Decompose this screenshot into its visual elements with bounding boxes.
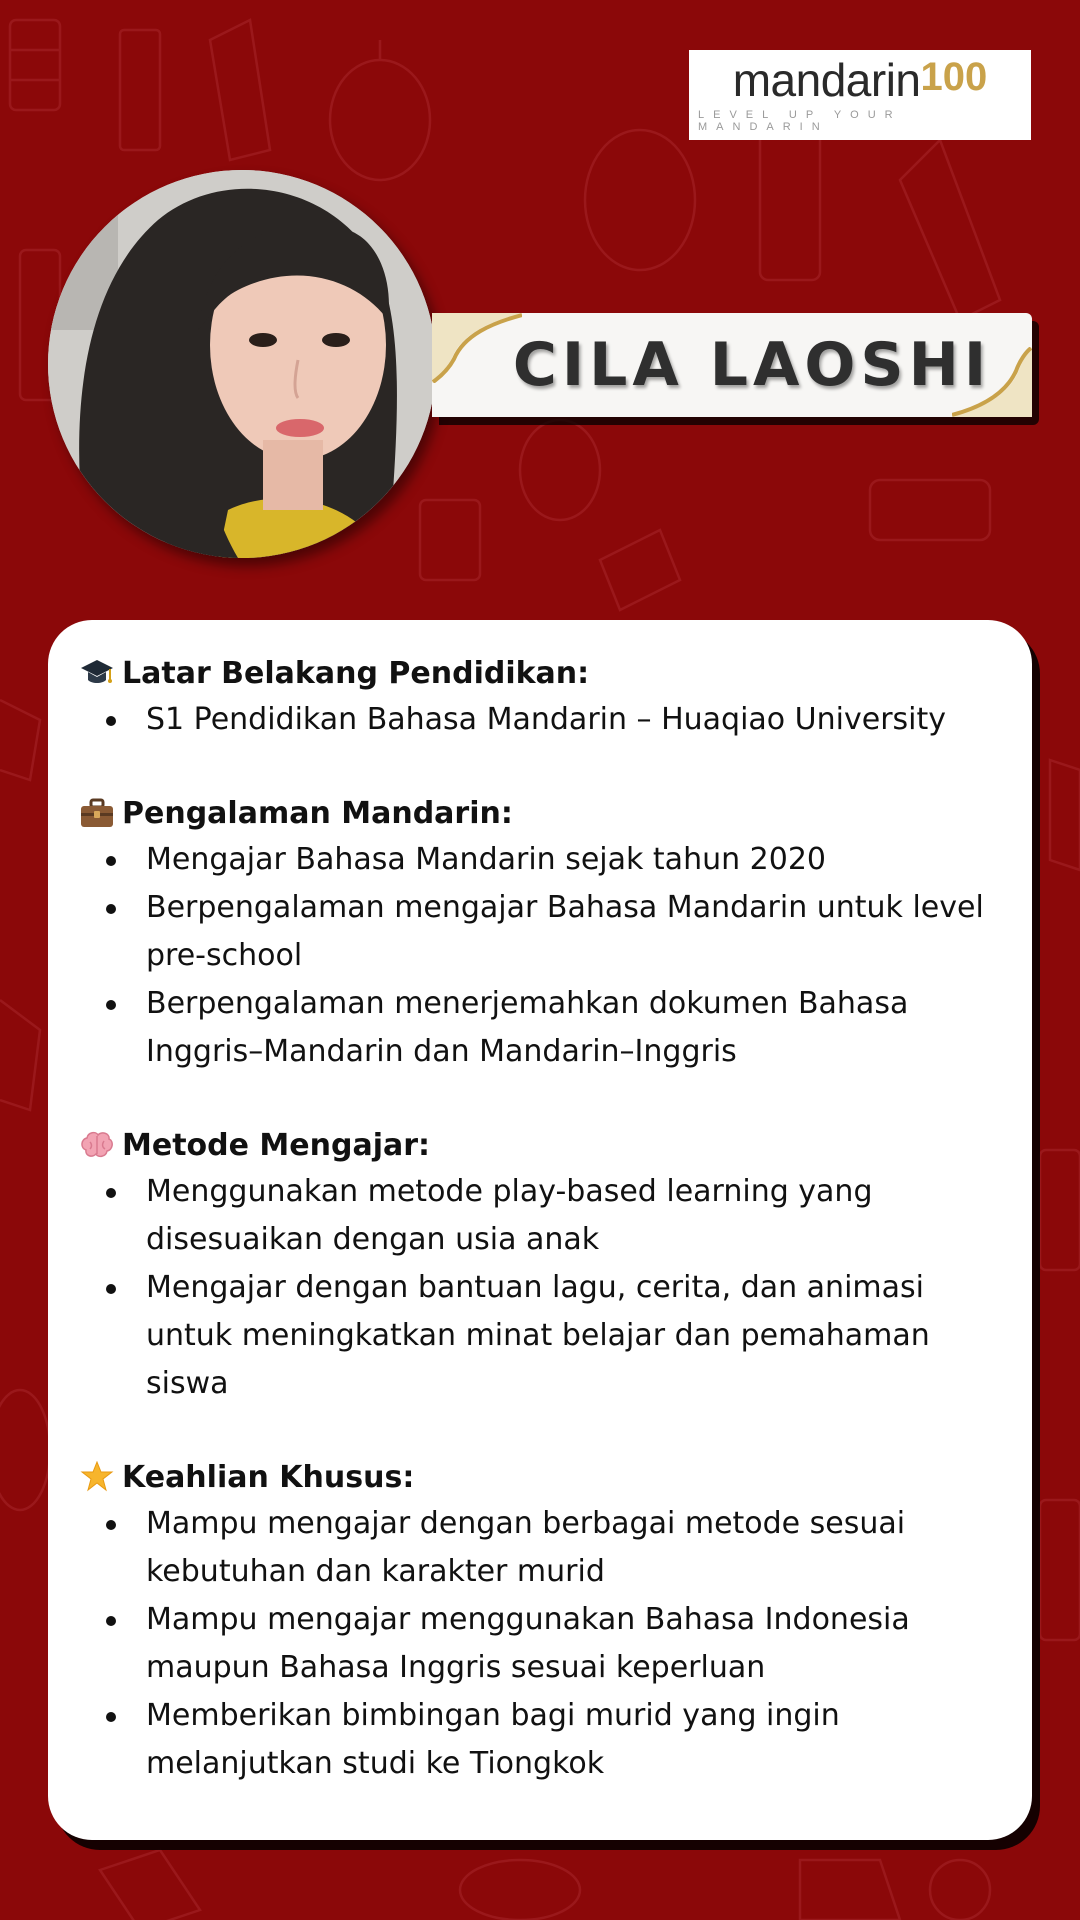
teacher-name: CILA LAOSHI [512, 330, 992, 400]
brand-logo [689, 50, 1031, 140]
list-item: Mampu mengajar menggunakan Bahasa Indonesia maupun Bahasa Inggris sesuai keperluan [102, 1596, 1004, 1692]
experience-list [102, 836, 1004, 1076]
section-heading [80, 1454, 1004, 1500]
star-icon [80, 1460, 114, 1494]
education-list [102, 696, 1004, 744]
ornament-corner-bottom-right [952, 347, 1032, 417]
briefcase-icon [80, 796, 114, 830]
list-item: Memberikan bimbingan bagi murid yang ingin melanjutkan studi ke Tiongkok [102, 1692, 1004, 1788]
section-heading [80, 650, 1004, 696]
brain-icon [80, 1128, 114, 1162]
list-item: S1 Pendidikan Bahasa Mandarin – Huaqiao University [102, 696, 1004, 744]
section-title-experience: Pengalaman Mandarin: [122, 795, 513, 831]
section-title-method: Metode Mengajar: [122, 1127, 431, 1163]
skills-list [102, 1500, 1004, 1788]
section-skills [80, 1454, 1004, 1788]
list-item: Berpengalaman mengajar Bahasa Mandarin untuk level pre-school [102, 884, 1004, 980]
section-title-education: Latar Belakang Pendidikan: [122, 655, 590, 691]
section-title-skills: Keahlian Khusus: [122, 1459, 415, 1495]
logo-word: mandarin [732, 54, 921, 106]
method-list [102, 1168, 1004, 1408]
logo-number: 100 [920, 55, 988, 99]
section-heading [80, 790, 1004, 836]
graduation-cap-icon [80, 656, 114, 690]
section-method [80, 1122, 1004, 1408]
list-item: Mengajar dengan bantuan lagu, cerita, dan animasi untuk meningkatkan minat belajar dan pemahaman siswa [102, 1264, 1004, 1408]
name-banner [432, 313, 1032, 417]
section-education [80, 650, 1004, 744]
list-item: Mengajar Bahasa Mandarin sejak tahun 2020 [102, 836, 1004, 884]
ornament-corner-top-left [432, 313, 522, 383]
profile-card [48, 620, 1032, 1840]
section-heading [80, 1122, 1004, 1168]
section-experience [80, 790, 1004, 1076]
list-item: Berpengalaman menerjemahkan dokumen Bahasa Inggris–Mandarin dan Mandarin–Inggris [102, 980, 1004, 1076]
portrait-illustration [48, 170, 436, 558]
teacher-photo [48, 170, 436, 558]
list-item: Menggunakan metode play-based learning yang disesuaikan dengan usia anak [102, 1168, 1004, 1264]
logo-tagline: LEVEL UP YOUR MANDARIN [698, 109, 902, 133]
logo-wordmark [732, 54, 988, 106]
list-item: Mampu mengajar dengan berbagai metode sesuai kebutuhan dan karakter murid [102, 1500, 1004, 1596]
